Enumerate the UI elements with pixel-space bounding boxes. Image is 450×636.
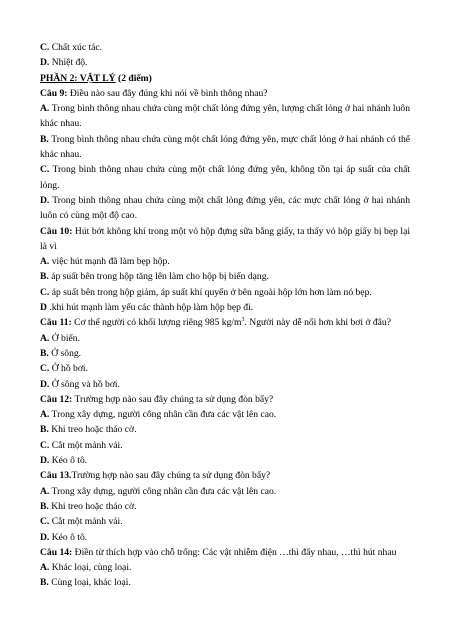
q13-option-c: C. Cắt một mảnh vải. <box>40 516 123 528</box>
q12-option-c: C. Cắt một mảnh vải. <box>40 439 123 451</box>
q10-option-c: C. áp suất bên trong hộp giảm, áp suất khí quyển ở bên ngoài hộp lớn hơn làm nó bẹp. <box>40 286 372 298</box>
q12-option-a: A. Trong xây dựng, người công nhân cần đưa các vật lên cao. <box>40 409 277 421</box>
q12-option-b: B. Khi treo hoặc tháo cờ. <box>40 424 137 436</box>
q13-option-b: B. Khi treo hoặc tháo cờ. <box>40 500 137 512</box>
q14-option-b: B. Cùng loại, khác loại. <box>40 577 131 589</box>
q13-option-d: D. Kéo ô tô. <box>40 531 88 543</box>
q9-option-d: D. Trong bình thông nhau chứa cùng một chất lỏng đứng yên, các mực chất lỏng ở hai nhánh luôn có cùng một độ cao. <box>40 194 410 222</box>
question-13: Câu 13.Trường hợp nào sau đây chúng ta sử dụng đòn bẩy? <box>40 470 271 482</box>
q12-option-d: D. Kéo ô tô. <box>40 455 88 467</box>
section-points: (2 điểm) <box>115 72 152 84</box>
question-11: Câu 11: Cơ thể người có khối lượng riêng 985 $kg/m^3$. Người này dễ nổi hơn khi bơi ở đâu? <box>40 317 391 329</box>
question-12: Câu 12: Trường hợp nào sau đây chúng ta sử dụng đòn bẩy? <box>40 393 274 405</box>
document-page <box>40 40 410 591</box>
section-title: PHẦN 2: VẬT LÝ <box>40 72 116 84</box>
option-d: D. Nhiệt độ. <box>40 57 88 69</box>
q10-option-b: B. áp suất bên trong hộp tăng lên làm cho hộp bị biến dạng. <box>40 271 269 283</box>
option-c: C. Chất xúc tác. <box>40 42 103 53</box>
q9-option-c: C. Trong bình thông nhau chứa cùng một chất lỏng đứng yên, không tồn tại áp suất của chất lỏng. <box>40 164 410 191</box>
q10-option-d: D .khi hút mạnh làm yếu các thành hộp làm hộp bẹp đi. <box>40 302 254 314</box>
question-10: Câu 10: Hút bớt không khí trong một vỏ hộp đựng sữa bằng giấy, ta thấy vỏ hộp giấy bị bẹp lại là vì <box>40 225 410 252</box>
q11-option-c: C. Ở hồ bơi. <box>40 363 88 375</box>
question-14: Câu 14: Điền từ thích hợp vào chỗ trống: Các vật nhiễm điện …thì đẩy nhau, …thì hút nhau <box>40 546 397 558</box>
q11-option-a: A. Ở biển. <box>40 332 80 344</box>
q14-option-a: A. Khác loại, cùng loại. <box>40 562 132 574</box>
q9-option-a: A. Trong bình thông nhau chứa cùng một chất lỏng đứng yên, lượng chất lỏng ở hai nhánh luôn khác nhau. <box>40 103 410 130</box>
q11-option-b: B. Ở sông. <box>40 347 82 359</box>
section-heading <box>40 71 410 86</box>
q11-option-d: D. Ở sông và hồ bơi. <box>40 378 120 390</box>
q13-option-a: A. Trong xây dựng, người công nhân cần đưa các vật lên cao. <box>40 485 277 497</box>
question-9: Câu 9: Điều nào sau đây đúng khi nói về bình thông nhau? <box>40 87 268 99</box>
q9-option-b: B. Trong bình thông nhau chứa cùng một chất lỏng đứng yên, mực chất lỏng ở hai nhánh có thể khác nhau. <box>40 133 410 161</box>
q10-option-a: A. việc hút mạnh đã làm bẹp hộp. <box>40 256 170 268</box>
